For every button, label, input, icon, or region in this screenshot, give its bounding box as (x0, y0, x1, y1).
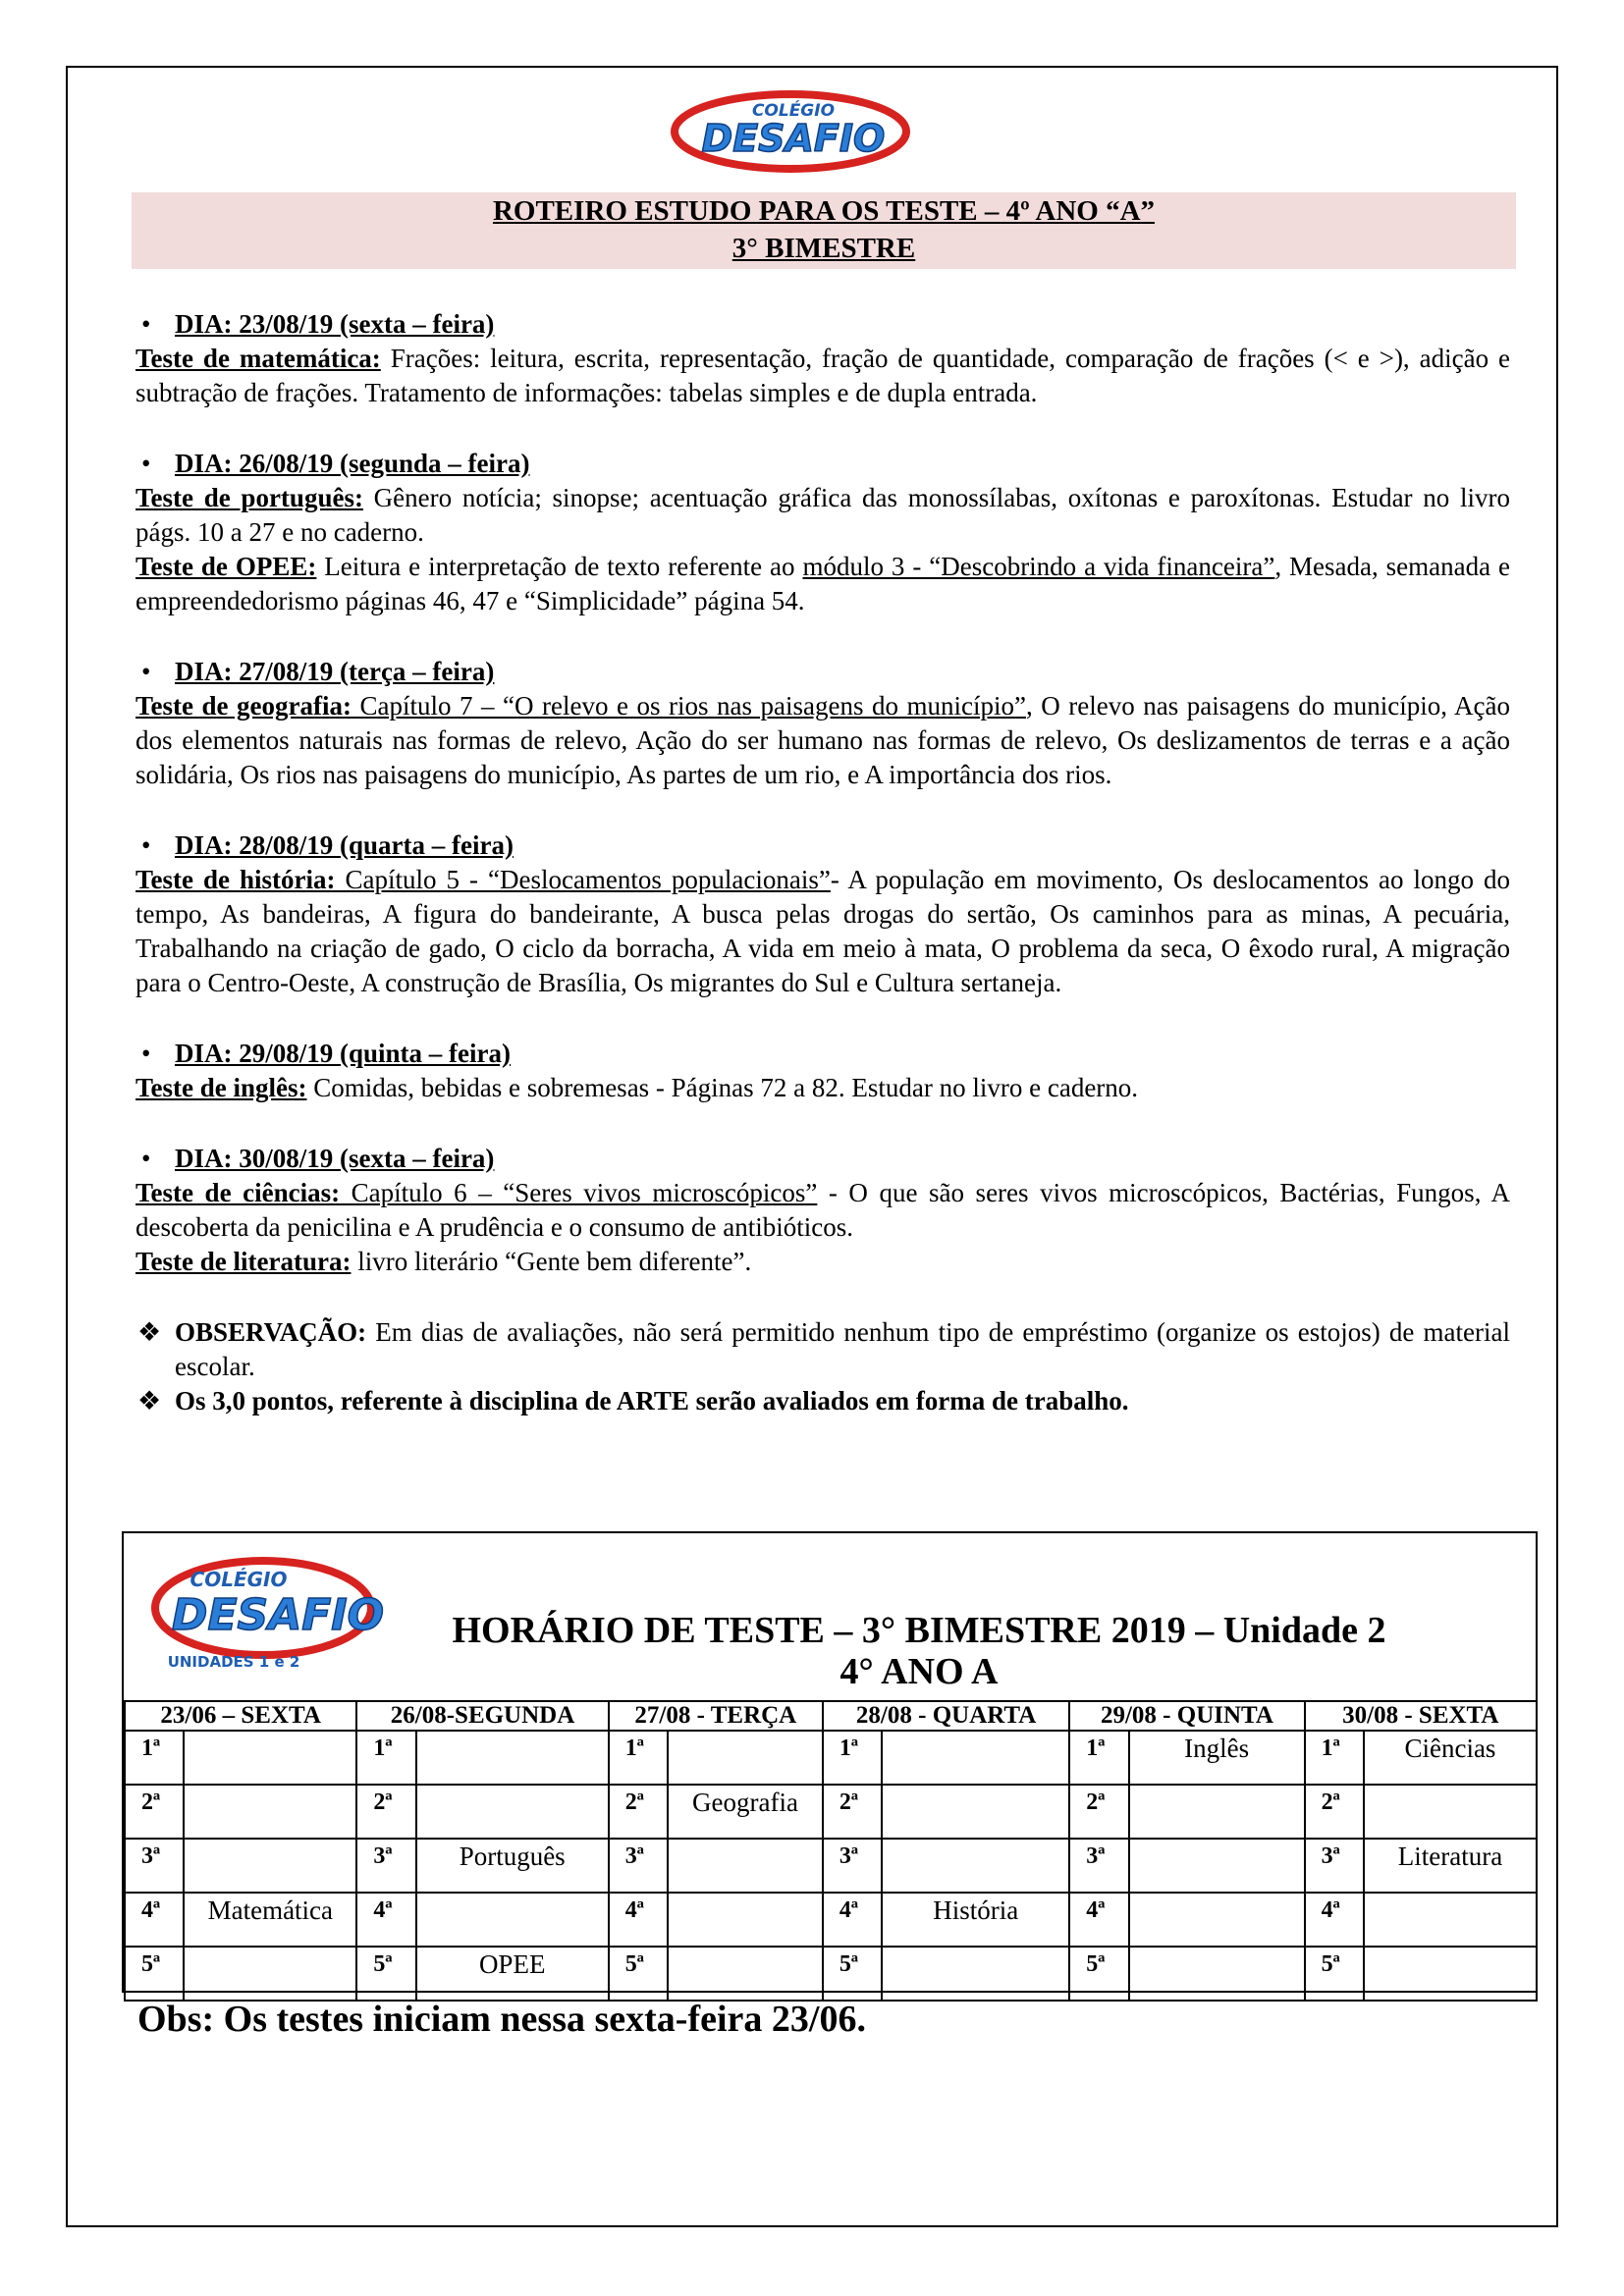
subject-cell: Literatura (1364, 1839, 1537, 1893)
subject-text: , O relevo nas paisagens do município, Ação dos elementos naturais nas formas de relevo, Ação do ser humano nas formas de relevo, Os deslizamentos de terras e a ação solidária, Os rios nas paisagens do município, As partes de um rio, e A importância dos rios. (135, 691, 1510, 789)
bullet-icon: • (141, 309, 151, 339)
subject-cell (1129, 1893, 1305, 1947)
column-header: 23/06 – SEXTA (125, 1701, 356, 1731)
ordinal-cell: 5ª (356, 1947, 415, 2001)
subject-label: Teste de matemática: (135, 344, 381, 373)
subject-text: Leitura e interpretação de texto referente ao (316, 552, 803, 581)
diamond-bullet-icon: ❖ (137, 1386, 162, 1415)
ordinal-cell: 5ª (1069, 1947, 1128, 2001)
ordinal-cell: 2ª (823, 1785, 882, 1839)
table-row (125, 1893, 1537, 1947)
subject-cell (416, 1785, 609, 1839)
ordinal-cell: 4ª (1069, 1893, 1128, 1947)
day-heading: • DIA: 27/08/19 (terça – feira) (135, 655, 1510, 689)
ordinal-cell: 2ª (1069, 1785, 1128, 1839)
table-row (125, 1785, 1537, 1839)
subject-cell (1364, 1785, 1537, 1839)
logo-small-text: COLÉGIO (751, 101, 836, 121)
subject-cell (882, 1785, 1069, 1839)
subject-entry (135, 342, 1510, 410)
bullet-icon: • (141, 449, 151, 478)
schedule-title-line1: HORÁRIO DE TESTE – 3° BIMESTRE 2019 – Unidade 2 (452, 1610, 1386, 1651)
title-box (132, 192, 1516, 269)
logo-units-text: UNIDADES 1 e 2 (167, 1653, 300, 1671)
ordinal-cell: 4ª (1305, 1893, 1364, 1947)
subject-cell (1364, 1893, 1537, 1947)
section-day-2 (135, 447, 1510, 618)
subject-label: Teste de OPEE: (135, 552, 317, 581)
ordinal-cell: 1ª (125, 1731, 184, 1785)
subject-cell (184, 1731, 356, 1785)
column-header: 29/08 - QUINTA (1069, 1701, 1304, 1731)
subject-cell (416, 1893, 609, 1947)
day-heading: • DIA: 30/08/19 (sexta – feira) (135, 1142, 1510, 1176)
subject-entry (135, 1176, 1510, 1245)
column-header: 27/08 - TERÇA (609, 1701, 823, 1731)
logo-small-text: COLÉGIO (189, 1568, 288, 1591)
subject-label: Teste de história: (135, 865, 336, 894)
subject-cell: Inglês (1129, 1731, 1305, 1785)
ordinal-cell: 5ª (609, 1947, 668, 2001)
subject-text-underlined: módulo 3 - “Descobrindo a vida financeira” (802, 552, 1275, 581)
colegio-desafio-logo (668, 80, 918, 179)
bullet-icon: • (141, 1039, 151, 1068)
subject-text: livro literário “Gente bem diferente”. (351, 1247, 752, 1276)
subject-entry (135, 863, 1510, 1000)
section-day-4 (135, 828, 1510, 1000)
column-header: 26/08-SEGUNDA (356, 1701, 608, 1731)
subject-text: , Mesada, semanada e empreendedorismo páginas 46, 47 e “Simplicidade” página 54. (135, 552, 1511, 615)
subject-entry (135, 689, 1510, 792)
subject-cell (882, 1731, 1069, 1785)
ordinal-cell: 3ª (609, 1839, 668, 1893)
table-row (125, 1731, 1537, 1785)
ordinal-cell: 2ª (125, 1785, 184, 1839)
subject-text: Gênero notícia; sinopse; acentuação gráfica das monossílabas, oxítonas e paroxítonas. Estudar no livro págs. 10 a 27 e no caderno. (135, 483, 1510, 547)
subject-text-underlined: Capítulo 6 – “Seres vivos microscópicos” (340, 1178, 818, 1207)
title-line2 (132, 230, 1516, 267)
subject-text-underlined: Capítulo 7 – “O relevo e os rios nas paisagens do município” (351, 691, 1027, 721)
observation-text: Os 3,0 pontos, referente à disciplina de ARTE serão avaliados em forma de trabalho. (175, 1386, 1129, 1415)
ordinal-cell: 3ª (823, 1839, 882, 1893)
subject-cell (1364, 1947, 1537, 2001)
schedule-title-line2: 4° ANO A (839, 1651, 999, 1692)
section-day-1 (135, 307, 1510, 410)
ordinal-cell: 1ª (823, 1731, 882, 1785)
day-heading: • DIA: 29/08/19 (quinta – feira) (135, 1037, 1510, 1071)
column-header: 28/08 - QUARTA (823, 1701, 1069, 1731)
subject-cell (668, 1893, 823, 1947)
ordinal-cell: 3ª (1305, 1839, 1364, 1893)
study-content (135, 307, 1510, 1418)
ordinal-cell: 5ª (125, 1947, 184, 2001)
ordinal-cell: 4ª (823, 1893, 882, 1947)
title-line1: ROTEIRO ESTUDO PARA OS TESTE – 4º ANO “A” (492, 195, 1156, 227)
ordinal-cell: 5ª (823, 1947, 882, 2001)
day-heading: • DIA: 26/08/19 (segunda – feira) (135, 447, 1510, 481)
section-day-5 (135, 1037, 1510, 1105)
ordinal-cell: 4ª (125, 1893, 184, 1947)
subject-entry (135, 481, 1510, 550)
logo-main-text: DESAFIO (701, 117, 886, 160)
ordinal-cell: 3ª (125, 1839, 184, 1893)
table-row (125, 1947, 1537, 2001)
subject-cell (882, 1839, 1069, 1893)
subject-entry (135, 550, 1510, 618)
colegio-desafio-units-logo (145, 1549, 410, 1677)
subject-cell (184, 1947, 356, 2001)
subject-cell (668, 1731, 823, 1785)
subject-cell (668, 1839, 823, 1893)
bullet-icon: • (141, 830, 151, 860)
ordinal-cell: 1ª (609, 1731, 668, 1785)
day-heading: • DIA: 28/08/19 (quarta – feira) (135, 828, 1510, 863)
column-header: 30/08 - SEXTA (1305, 1701, 1537, 1731)
ordinal-cell: 1ª (1069, 1731, 1128, 1785)
bullet-icon: • (141, 657, 151, 686)
subject-text-underlined: Capítulo 5 - “Deslocamentos populacionais” (335, 865, 831, 894)
ordinal-cell: 3ª (1069, 1839, 1128, 1893)
subject-cell: Matemática (184, 1893, 356, 1947)
subject-cell (416, 1731, 609, 1785)
bullet-icon: • (141, 1144, 151, 1173)
observation-2 (135, 1384, 1510, 1418)
ordinal-cell: 4ª (609, 1893, 668, 1947)
title-line2-text: 3° BIMESTRE (731, 233, 916, 264)
subject-cell: Português (416, 1839, 609, 1893)
observation-1 (135, 1315, 1510, 1384)
subject-text: Frações: leitura, escrita, representação, fração de quantidade, comparação de frações (< e >), adição e subtração de frações. Tratamento de informações: tabelas simples e de dupla entrada. (135, 344, 1510, 407)
schedule-table (124, 1700, 1538, 2002)
subject-cell: OPEE (416, 1947, 609, 2001)
subject-cell (1129, 1785, 1305, 1839)
subject-label: Teste de geografia: (135, 691, 352, 721)
table-row (125, 1839, 1537, 1893)
subject-cell (882, 1947, 1069, 2001)
subject-cell (668, 1947, 823, 2001)
subject-label: Teste de português: (135, 483, 363, 512)
ordinal-cell: 3ª (356, 1839, 415, 1893)
subject-text: - O que são seres vivos microscópicos, Bactérias, Fungos, A descoberta da penicilina e A prudência e o consumo de antibióticos. (135, 1178, 1511, 1242)
ordinal-cell: 2ª (356, 1785, 415, 1839)
schedule-box (122, 1531, 1538, 1993)
logo-main-text: DESAFIO (171, 1590, 385, 1640)
ordinal-cell: 1ª (356, 1731, 415, 1785)
subject-cell (1129, 1947, 1305, 2001)
subject-label: Teste de inglês: (135, 1073, 307, 1102)
subject-cell (1129, 1839, 1305, 1893)
subject-text: Comidas, bebidas e sobremesas - Páginas 72 a 82. Estudar no livro e caderno. (306, 1073, 1139, 1102)
section-day-3 (135, 655, 1510, 792)
footer-observation: Obs: Os testes iniciam nessa sexta-feira 23/06. (137, 1999, 866, 2040)
ordinal-cell: 2ª (609, 1785, 668, 1839)
schedule-header-row (125, 1701, 1537, 1731)
subject-cell: Ciências (1364, 1731, 1537, 1785)
section-day-6 (135, 1142, 1510, 1279)
subject-label: Teste de ciências: (135, 1178, 341, 1207)
ordinal-cell: 2ª (1305, 1785, 1364, 1839)
subject-entry (135, 1245, 1510, 1279)
subject-cell (184, 1785, 356, 1839)
subject-label: Teste de literatura: (135, 1247, 352, 1276)
subject-entry (135, 1071, 1510, 1105)
day-heading: • DIA: 23/08/19 (sexta – feira) (135, 307, 1510, 342)
subject-text: - A população em movimento, Os deslocamentos ao longo do tempo, As bandeiras, A figura do bandeirante, A busca pelas drogas do sertão, Os caminhos para as minas, A pecuária, Trabalhando na criação de gado, O ciclo da borracha, A vida em meio à mata, O problema da seca, O êxodo rural, A migração para o Centro-Oeste, A construção de Brasília, Os migrantes do Sul e Cultura sertaneja. (135, 865, 1511, 997)
schedule-title (428, 1610, 1410, 1692)
ordinal-cell: 5ª (1305, 1947, 1364, 2001)
ordinal-cell: 4ª (356, 1893, 415, 1947)
subject-cell: Geografia (668, 1785, 823, 1839)
observation-text: Em dias de avaliações, não será permitido nenhum tipo de empréstimo (organize os estojos) de material escolar. (175, 1317, 1510, 1381)
observation-label: OBSERVAÇÃO: (175, 1317, 367, 1347)
subject-cell: História (882, 1893, 1069, 1947)
diamond-bullet-icon: ❖ (137, 1317, 162, 1347)
ordinal-cell: 1ª (1305, 1731, 1364, 1785)
subject-cell (184, 1839, 356, 1893)
